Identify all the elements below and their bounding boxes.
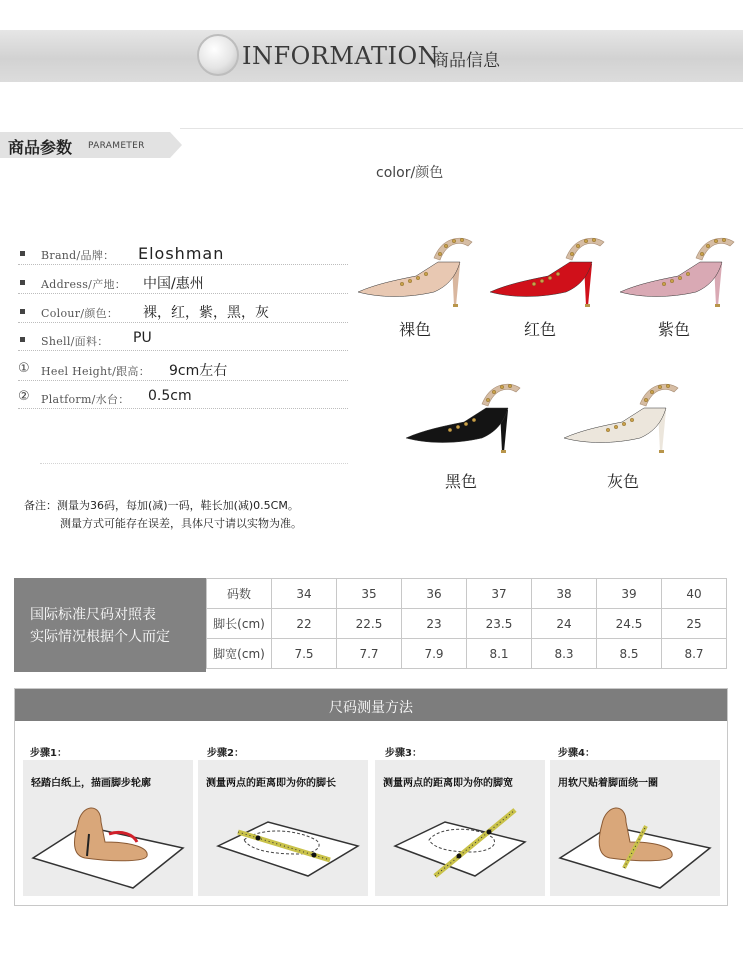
stud [700,252,704,256]
bullet-icon [20,337,25,342]
foot-length-illustration [198,796,368,896]
stud [532,282,536,286]
heel-tip [453,304,458,307]
bullet-icon [20,280,25,285]
step-1-label: 步骤1： [30,748,67,759]
heel-tip [501,450,506,453]
spec-row-platform [18,386,348,409]
size-table-subtitle: 实际情况根据个人而定 [30,629,170,645]
shoe-grey-image [562,374,686,454]
parameter-title: 商品参数 [8,138,73,157]
color-label-black: 黑色 [445,472,478,491]
circled-one-marker: ① [18,361,30,376]
step-4-text: 用软尺贴着脚面绕一圈 [558,778,658,789]
color-label-red: 红色 [524,320,557,339]
table-row [207,639,727,669]
stud [472,418,476,422]
row-header: 脚宽(cm) [207,639,272,669]
stud [630,418,634,422]
shoe-upper [406,408,508,443]
stud [622,422,626,426]
spec-row-address [18,271,348,294]
size-table-title: 国际标准尺码对照表 [30,607,156,623]
row-header: 码数 [207,579,272,609]
stud [584,239,588,243]
stud [644,398,648,402]
stud [662,282,666,286]
table-cell: 35 [337,579,402,609]
stud [658,385,662,389]
shoe-upper [564,408,666,443]
shoe-nude-image [356,228,480,308]
table-cell: 24 [532,609,597,639]
table-cell: 38 [532,579,597,609]
spec-label: Colour/颜色： [41,307,119,320]
spec-label: Platform/水台： [41,393,130,406]
stud [508,384,512,388]
stud [592,238,596,242]
shoe-purple-image [618,228,742,308]
stud [614,425,618,429]
spec-value: 9cm左右 [169,363,228,379]
table-cell: 36 [402,579,467,609]
spec-value: 0.5cm [148,388,192,404]
stud [408,279,412,283]
spec-divider [40,462,348,464]
size-table-side-panel [14,578,206,672]
stud [556,272,560,276]
color-label-grey: 灰色 [607,472,640,491]
foot-width-illustration [375,796,545,896]
spec-value: 裸，红，紫，黑，灰 [143,305,269,321]
stud [650,390,654,394]
step-4-label: 步骤4： [558,748,595,759]
table-cell: 34 [272,579,337,609]
note-line-2: 测量方式可能存在误差，具体尺寸请以实物为准。 [60,517,302,530]
shoe-upper [620,262,722,297]
banner-title-en: INFORMATION [242,42,440,70]
table-row [207,609,727,639]
stud [486,398,490,402]
stud [464,422,468,426]
table-cell: 24.5 [597,609,662,639]
shoe-red-image [488,228,612,308]
shoe-upper [490,262,592,297]
spec-label: Heel Height/跟高： [41,365,150,378]
table-cell: 7.9 [402,639,467,669]
stud [448,428,452,432]
stud [606,428,610,432]
measure-title: 尺码测量方法 [329,700,413,716]
foot-tracing-illustration [23,796,193,896]
step-2-panel [198,760,368,896]
circled-two-marker: ② [18,389,30,404]
stud [548,276,552,280]
step-1-text: 轻踏白纸上，描画脚步轮廓 [31,778,151,789]
banner-title-cn: 商品信息 [432,51,500,71]
stud [416,276,420,280]
note-line-1: 备注：测量为36码，每加(减)一码，鞋长加(减)0.5CM。 [24,499,299,512]
parameter-subtitle: PARAMETER [88,141,145,151]
stud [678,276,682,280]
table-cell: 39 [597,579,662,609]
foot-circumference-illustration [550,796,720,896]
size-table [206,578,727,669]
step-3-label: 步骤3： [385,748,422,759]
stud [400,282,404,286]
shoe-black-image [404,374,528,454]
table-cell: 7.7 [337,639,402,669]
stud [570,252,574,256]
table-row [207,579,727,609]
stud [670,279,674,283]
spec-value: Eloshman [138,244,225,263]
spec-row-shell [18,328,348,351]
table-cell: 8.1 [467,639,532,669]
table-cell: 22 [272,609,337,639]
table-cell: 37 [467,579,532,609]
parameter-divider [180,128,743,129]
bullet-icon [20,309,25,314]
step-3-panel [375,760,545,896]
table-cell: 40 [662,579,727,609]
stud [424,272,428,276]
stud [500,385,504,389]
shoe-upper [358,262,460,297]
stud [460,238,464,242]
stud [438,252,442,256]
table-cell: 8.7 [662,639,727,669]
stud [540,279,544,283]
heel-tip [585,304,590,307]
spec-value: 中国/惠州 [143,276,204,292]
stud [714,239,718,243]
spec-row-heel-height [18,358,348,381]
banner-circle-icon [197,34,239,76]
bullet-icon [20,251,25,256]
color-label-purple: 紫色 [658,320,691,339]
stud [492,390,496,394]
stud [722,238,726,242]
stud [686,272,690,276]
table-cell: 8.3 [532,639,597,669]
stud [444,244,448,248]
row-header: 脚长(cm) [207,609,272,639]
stud [452,239,456,243]
spec-value: PU [133,330,152,346]
table-cell: 25 [662,609,727,639]
table-cell: 22.5 [337,609,402,639]
stud [666,384,670,388]
step-3-text: 测量两点的距离即为你的脚宽 [383,778,513,789]
heel-tip [659,450,664,453]
spec-label: Shell/面料： [41,335,109,348]
spec-row-brand [18,242,348,265]
spec-row-colour [18,300,348,323]
table-cell: 23 [402,609,467,639]
stud [456,425,460,429]
heel-tip [715,304,720,307]
table-cell: 23.5 [467,609,532,639]
spec-label: Brand/品牌： [41,249,115,262]
color-section-title: color/颜色 [376,165,444,181]
color-label-nude: 裸色 [399,320,432,339]
stud [706,244,710,248]
step-2-label: 步骤2： [207,748,244,759]
step-2-text: 测量两点的距离即为你的脚长 [206,778,336,789]
spec-label: Address/产地： [41,278,127,291]
stud [576,244,580,248]
step-4-panel [550,760,720,896]
table-cell: 8.5 [597,639,662,669]
step-1-panel [23,760,193,896]
table-cell: 7.5 [272,639,337,669]
